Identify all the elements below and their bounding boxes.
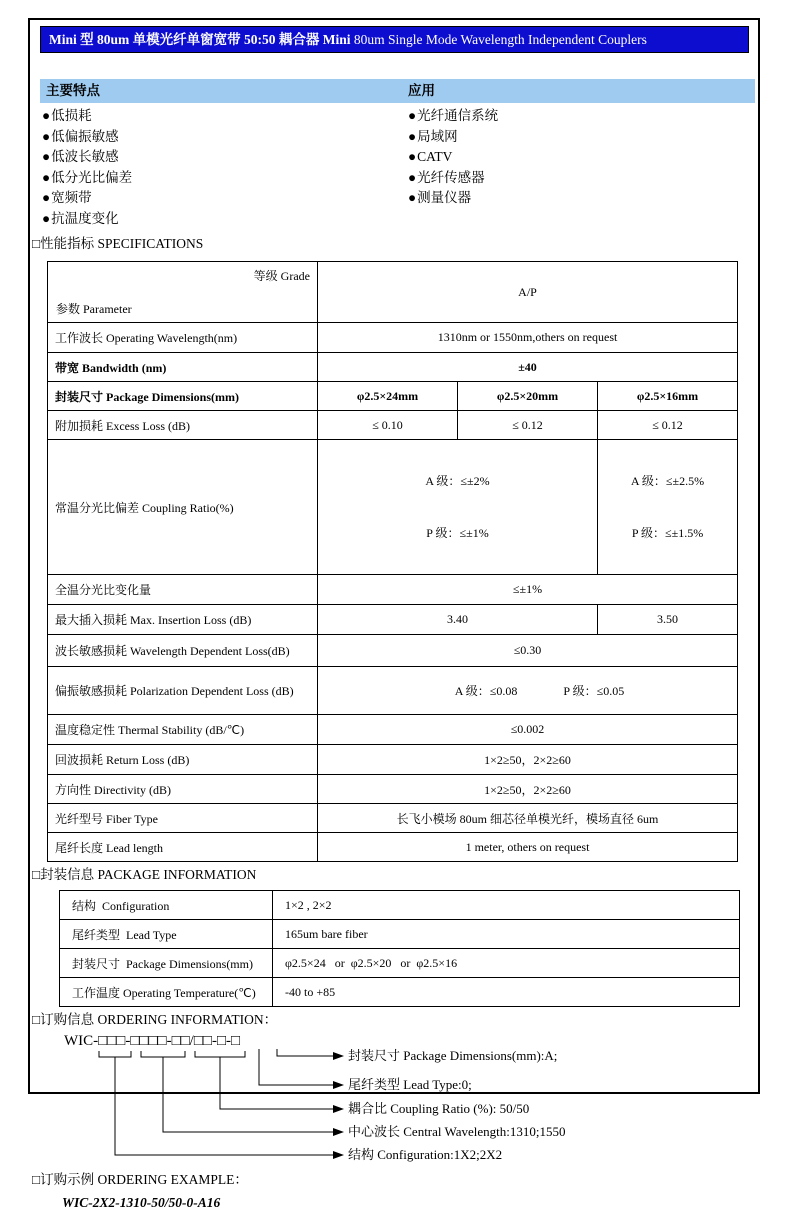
- feature-label: 低损耗: [51, 108, 92, 123]
- list-item: [42, 127, 132, 148]
- features-applications-lists: [40, 106, 758, 231]
- spec-row-label: 方向性 Directivity (dB): [48, 775, 318, 804]
- connector-line: [277, 1049, 333, 1056]
- table-row: [48, 605, 738, 635]
- table-row: [60, 891, 740, 920]
- table-row: [48, 353, 738, 382]
- pkg-row-value: 1×2 , 2×2: [273, 891, 740, 920]
- grade-parameter-header-cell: [48, 262, 318, 323]
- table-row: [48, 575, 738, 605]
- table-row: [48, 833, 738, 862]
- spec-row-value: ±40: [318, 353, 738, 382]
- connector-line: [115, 1057, 333, 1155]
- list-item: [42, 168, 132, 189]
- pdl-a-grade: A 级：≤0.08: [454, 684, 518, 698]
- table-row: [48, 667, 738, 715]
- list-item: [408, 106, 498, 127]
- table-row: [48, 440, 738, 575]
- bracket-line: [141, 1051, 185, 1057]
- list-item: [42, 188, 132, 209]
- pkg-row-value: 165um bare fiber: [273, 920, 740, 949]
- ordering-label-coupling-ratio: 耦合比 Coupling Ratio (%): 50/50: [348, 1101, 530, 1116]
- bullet-icon: ●: [408, 169, 417, 185]
- spec-row-value: [318, 667, 738, 715]
- parameter-header: 参数 Parameter: [56, 302, 132, 316]
- applications-header: 应用: [408, 83, 435, 98]
- spec-row-label: 光纤型号 Fiber Type: [48, 804, 318, 833]
- spec-row-value: ≤0.30: [318, 635, 738, 667]
- spec-row-value: 长飞小模场 80um 细芯径单模光纤，模场直径 6um: [318, 804, 738, 833]
- grade-value-cell: A/P: [318, 262, 738, 323]
- pdl-p-grade: P 级：≤0.05: [563, 684, 625, 698]
- bullet-icon: ●: [408, 108, 417, 123]
- spec-row-value: 1×2≥50，2×2≥60: [318, 745, 738, 775]
- spec-row-value: 1×2≥50，2×2≥60: [318, 775, 738, 804]
- pkg-row-label: 结构 Configuration: [60, 891, 273, 920]
- spec-row-value: [598, 440, 738, 575]
- bullet-icon: ●: [408, 190, 417, 205]
- feature-label: 宽频带: [51, 190, 92, 205]
- table-row: [48, 745, 738, 775]
- application-label: 局域网: [417, 128, 458, 144]
- pkg-row-label: 封装尺寸 Package Dimensions(mm): [60, 949, 273, 978]
- table-row: [48, 382, 738, 411]
- ordering-example-heading: □订购示例 ORDERING EXAMPLE：: [32, 1172, 248, 1187]
- spec-row-value: 1 meter, others on request: [318, 833, 738, 862]
- feature-label: 低波长敏感: [51, 149, 119, 164]
- spec-row-label: 波长敏感损耗 Wavelength Dependent Loss(dB): [48, 635, 318, 667]
- connector-line: [259, 1049, 333, 1085]
- list-item: [42, 147, 132, 168]
- spec-row-label: 尾纤长度 Lead length: [48, 833, 318, 862]
- application-label: 光纤通信系统: [417, 108, 499, 123]
- bullet-icon: ●: [42, 108, 51, 123]
- features-applications-header-bar: [40, 79, 755, 103]
- pkg-row-label: 工作温度 Operating Temperature(℃): [60, 978, 273, 1007]
- bullet-icon: ●: [42, 128, 51, 144]
- coupling-p-grade: P 级：≤±1%: [426, 526, 489, 540]
- application-label: CATV: [417, 149, 453, 164]
- bracket-line: [195, 1051, 245, 1057]
- feature-label: 低偏振敏感: [51, 128, 119, 144]
- package-information-table: [59, 890, 740, 1007]
- list-item: [408, 168, 498, 189]
- bullet-icon: ●: [42, 169, 51, 185]
- table-row: [48, 411, 738, 440]
- ordering-code-diagram: [30, 1031, 758, 1167]
- spec-row-value: φ2.5×20mm: [458, 382, 598, 411]
- spec-row-value: [318, 440, 598, 575]
- table-row: [48, 323, 738, 353]
- ordering-information-heading: □订购信息 ORDERING INFORMATION：: [32, 1012, 278, 1027]
- arrow-right-icon: [333, 1151, 344, 1159]
- spec-row-label: 常温分光比偏差 Coupling Ratio(%): [48, 440, 318, 575]
- list-item: [42, 106, 132, 127]
- arrow-right-icon: [333, 1128, 344, 1136]
- spec-row-value: φ2.5×24mm: [318, 382, 458, 411]
- spec-row-value: φ2.5×16mm: [598, 382, 738, 411]
- spec-row-value: 3.50: [598, 605, 738, 635]
- table-row: [48, 715, 738, 745]
- list-item: [408, 147, 498, 168]
- title-english: 80um Single Mode Wavelength Independent Couplers: [350, 32, 647, 47]
- spec-row-value: ≤ 0.10: [318, 411, 458, 440]
- connector-line: [220, 1057, 333, 1109]
- title-chinese: Mini 型 80um 单模光纤单窗宽带 50:50 耦合器 Mini: [49, 32, 351, 47]
- applications-list: [408, 106, 498, 209]
- table-row: [60, 920, 740, 949]
- spec-row-label: 工作波长 Operating Wavelength(nm): [48, 323, 318, 353]
- bullet-icon: ●: [408, 128, 417, 144]
- application-label: 测量仪器: [417, 190, 472, 205]
- ordering-code: WIC-□□□-□□□□-□□/□□-□-□: [64, 1033, 241, 1049]
- datasheet-page: [28, 18, 760, 1210]
- specifications-heading: □性能指标 SPECIFICATIONS: [32, 236, 204, 251]
- application-label: 光纤传感器: [417, 169, 485, 185]
- coupling-p-grade: P 级：≤±1.5%: [631, 526, 704, 540]
- features-list: [42, 106, 132, 229]
- list-item: [408, 188, 498, 209]
- table-row: [48, 262, 738, 323]
- ordering-label-lead-type: 尾纤类型 Lead Type:0;: [348, 1077, 472, 1092]
- pkg-row-label: 尾纤类型 Lead Type: [60, 920, 273, 949]
- spec-row-label: 附加损耗 Excess Loss (dB): [48, 411, 318, 440]
- feature-label: 抗温度变化: [51, 210, 119, 226]
- list-item: [42, 209, 132, 230]
- spec-row-label: 最大插入损耗 Max. Insertion Loss (dB): [48, 605, 318, 635]
- table-row: [60, 978, 740, 1007]
- spec-row-label: 带宽 Bandwidth (nm): [48, 353, 318, 382]
- arrow-right-icon: [333, 1105, 344, 1113]
- ordering-label-central-wavelength: 中心波长 Central Wavelength:1310;1550: [348, 1124, 566, 1139]
- ordering-example-code: WIC-2X2-1310-50/50-0-A16: [62, 1195, 221, 1210]
- spec-row-label: 回波损耗 Return Loss (dB): [48, 745, 318, 775]
- spec-row-value: ≤0.002: [318, 715, 738, 745]
- grade-header: 等级 Grade: [253, 269, 310, 283]
- spec-row-value: ≤±1%: [318, 575, 738, 605]
- pkg-row-value: -40 to +85: [273, 978, 740, 1007]
- arrowhead-icons: [333, 1052, 344, 1159]
- bullet-icon: ●: [42, 190, 51, 205]
- specifications-table: [47, 261, 738, 862]
- list-item: [408, 127, 498, 148]
- bullet-icon: ●: [42, 210, 51, 226]
- spec-row-value: ≤ 0.12: [458, 411, 598, 440]
- arrow-right-icon: [333, 1081, 344, 1089]
- table-row: [48, 804, 738, 833]
- pkg-row-value: φ2.5×24 or φ2.5×20 or φ2.5×16: [273, 949, 740, 978]
- package-information-heading: □封装信息 PACKAGE INFORMATION: [32, 867, 257, 882]
- title-bar: [40, 26, 749, 53]
- table-row: [60, 949, 740, 978]
- table-row: [48, 635, 738, 667]
- ordering-label-package: 封装尺寸 Package Dimensions(mm):A;: [348, 1048, 558, 1063]
- bracket-line: [99, 1051, 131, 1057]
- spec-row-label: 全温分光比变化量: [48, 575, 318, 605]
- spec-row-value: 1310nm or 1550nm,others on request: [318, 323, 738, 353]
- spec-row-value: ≤ 0.12: [598, 411, 738, 440]
- feature-label: 低分光比偏差: [51, 169, 133, 185]
- bullet-icon: ●: [408, 149, 417, 164]
- spec-row-label: 偏振敏感损耗 Polarization Dependent Loss (dB): [48, 667, 318, 715]
- spec-row-value: 3.40: [318, 605, 598, 635]
- features-header: 主要特点: [46, 83, 100, 98]
- arrow-right-icon: [333, 1052, 344, 1060]
- coupling-a-grade: A 级：≤±2.5%: [630, 474, 705, 488]
- table-row: [48, 775, 738, 804]
- spec-row-label: 封装尺寸 Package Dimensions(mm): [48, 382, 318, 411]
- connector-line: [163, 1057, 333, 1132]
- ordering-label-configuration: 结构 Configuration:1X2;2X2: [348, 1147, 503, 1162]
- bullet-icon: ●: [42, 149, 51, 164]
- spec-row-label: 温度稳定性 Thermal Stability (dB/℃): [48, 715, 318, 745]
- coupling-a-grade: A 级：≤±2%: [425, 474, 490, 488]
